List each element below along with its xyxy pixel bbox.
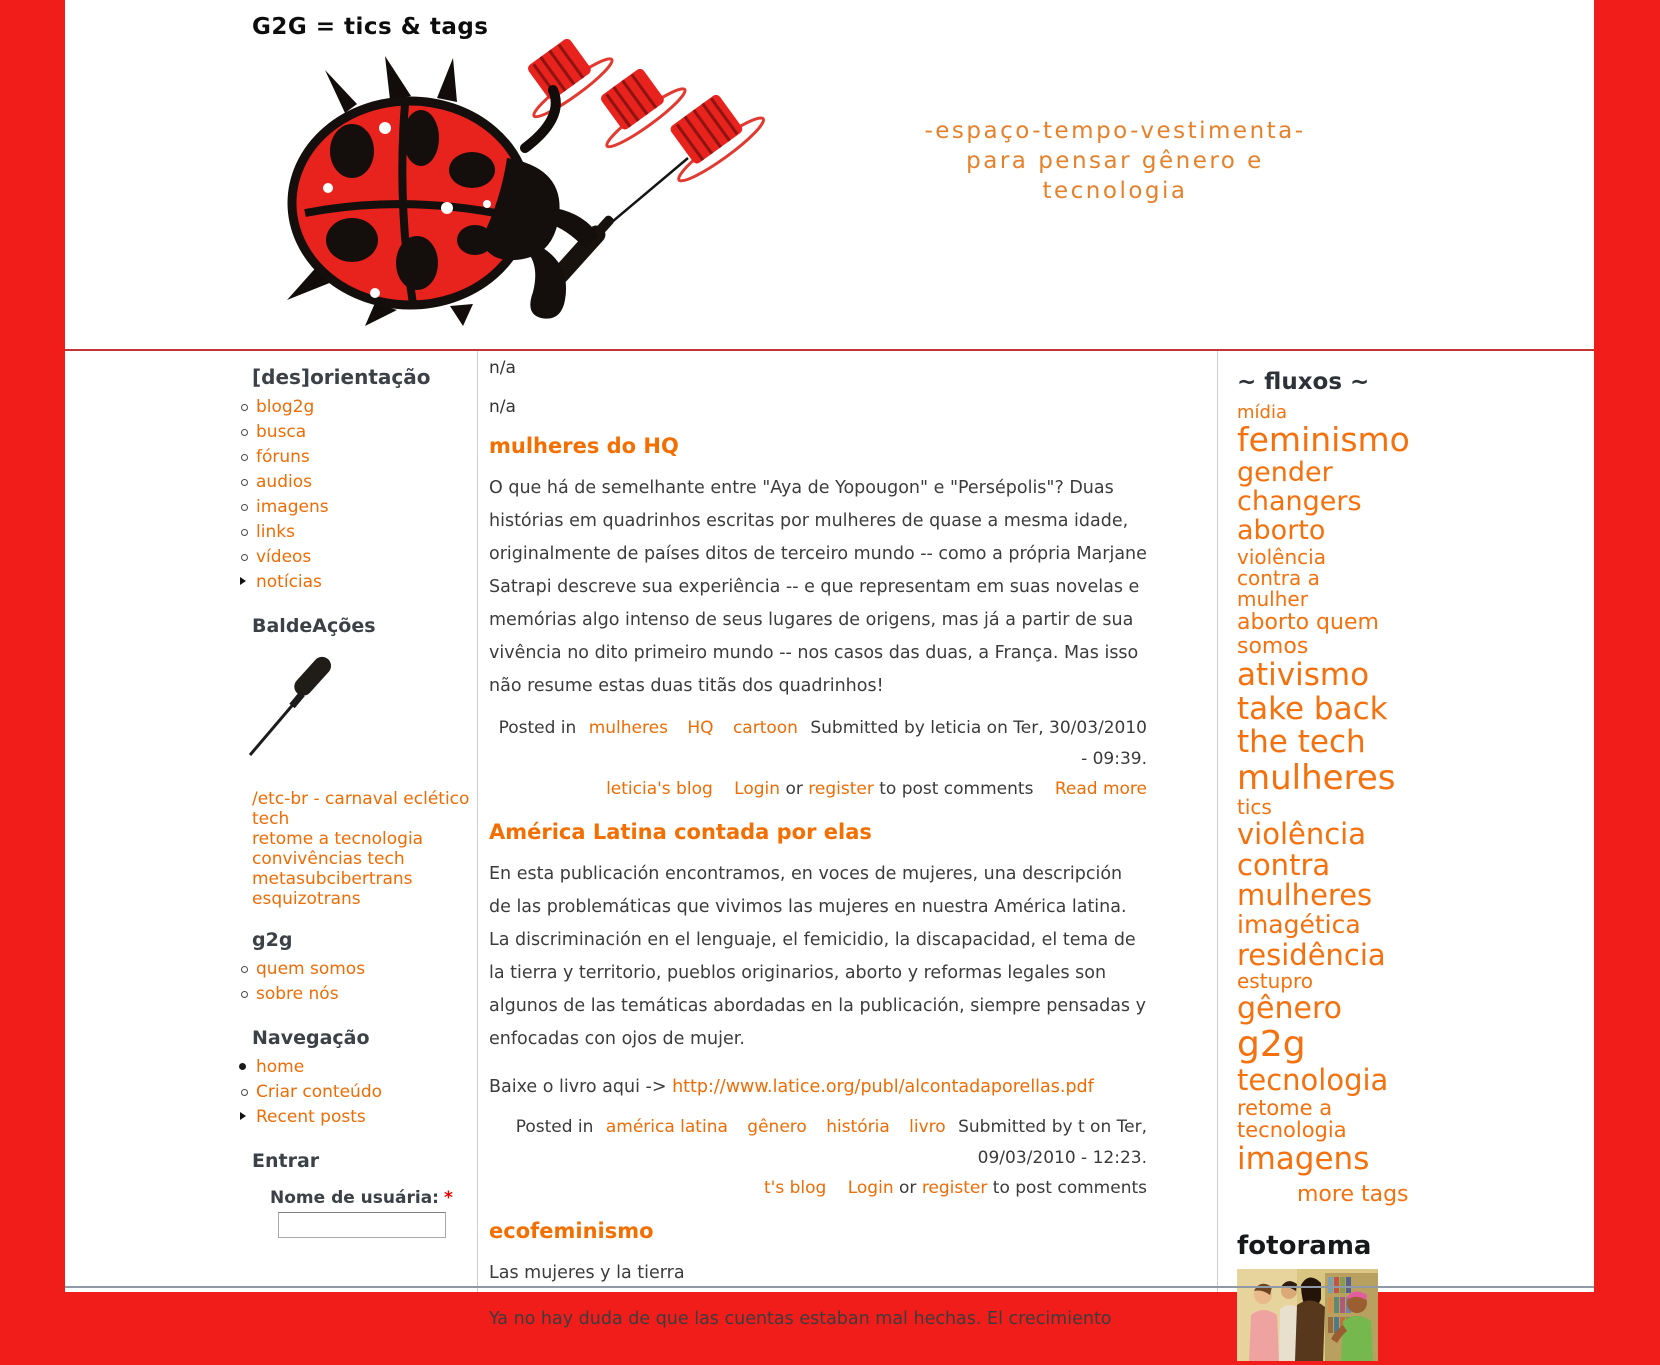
- term-link-hq[interactable]: HQ: [687, 718, 714, 738]
- blog-link[interactable]: t's blog: [764, 1178, 827, 1198]
- navegacao-menu: [252, 1055, 477, 1130]
- page-bottom-divider: [65, 1286, 1594, 1288]
- page-container: [65, 0, 1594, 1329]
- link-quem-somos[interactable]: quem somos: [256, 959, 366, 979]
- submitted-text: Submitted by leticia on Ter, 30/03/2010 - 09:39.: [810, 718, 1147, 769]
- login-link[interactable]: Login: [847, 1178, 894, 1198]
- tagline-line: para pensar gênero e: [966, 148, 1264, 174]
- fotorama-title: fotorama: [1237, 1230, 1372, 1261]
- screwdriver-image: [242, 651, 338, 763]
- tag-gender-changers[interactable]: gender changers: [1237, 457, 1362, 517]
- disc-bullet-icon: [239, 1063, 246, 1070]
- username-label-text: Nome de usuária:: [270, 1188, 439, 1208]
- or-text: or: [899, 1178, 917, 1198]
- menu-item-quem-somos: [252, 957, 477, 982]
- download-pdf-link[interactable]: http://www.latice.org/publ/alcontadaporellas.pdf: [672, 1077, 1094, 1097]
- link-esquizotrans[interactable]: esquizotrans: [252, 889, 361, 909]
- meta-line: n/a: [489, 358, 516, 378]
- post-comments-text: to post comments: [879, 779, 1034, 799]
- menu-item-busca: [252, 420, 477, 445]
- main-content: [477, 351, 1218, 1329]
- ladybug-body: [287, 56, 599, 326]
- menu-item-blog2g: [252, 395, 477, 420]
- link-noticias[interactable]: notícias: [256, 572, 322, 592]
- menu-item-recent-posts: [252, 1105, 477, 1130]
- more-tags-link[interactable]: more tags: [1297, 1181, 1409, 1207]
- tag-imagens[interactable]: imagens: [1237, 1140, 1370, 1177]
- desorientacao-menu: [252, 395, 477, 595]
- section-title-entrar: Entrar: [252, 1150, 320, 1172]
- term-link-mulheres[interactable]: mulheres: [588, 718, 668, 738]
- section-title-baldeacoes: BaldeAções: [252, 615, 376, 637]
- link-foruns[interactable]: fóruns: [256, 447, 310, 467]
- ring-bullet-icon: [241, 454, 248, 461]
- site-tagline: [865, 116, 1365, 206]
- post-body: En esta publicación encontramos, en voces de mujeres, una descripción de las problemáticas que vivimos las mujeres en nuestra América latina. La discriminación en el lenguaje, el femicidio, la discapacidad, el tema de la tierra y territorio, pueblos originarios, aborto y reformas legales son algunos de las temáticas abordadas en la publicación, siempre pensadas y enfocadas con ojos de mujer.: [489, 864, 1146, 1049]
- g2g-menu: [252, 957, 477, 1007]
- baldeacoes-links: [252, 789, 474, 909]
- term-link-america-latina[interactable]: américa latina: [605, 1117, 728, 1137]
- triangle-bullet-icon: [240, 1112, 246, 1120]
- ring-bullet-icon: [241, 991, 248, 998]
- site-title: G2G = tics & tags: [252, 14, 489, 40]
- ring-bullet-icon: [241, 429, 248, 436]
- tag-cloud: [1237, 403, 1437, 1176]
- tag-tics[interactable]: tics: [1237, 794, 1272, 819]
- tag-midia[interactable]: mídia: [1237, 402, 1287, 423]
- username-label: [270, 1188, 477, 1208]
- tag-violencia-contra-mulheres[interactable]: violência contra mulheres: [1237, 816, 1373, 913]
- tag-violencia-contra-a-mulher[interactable]: violência contra a mulher: [1237, 544, 1326, 612]
- tagline-line: -espaço-tempo-vestimenta-: [924, 118, 1306, 144]
- fluxos-title: ~ fluxos ~: [1237, 369, 1370, 395]
- term-link-genero[interactable]: gênero: [747, 1117, 807, 1137]
- link-busca[interactable]: busca: [256, 422, 307, 442]
- tag-aborto-quem-somos[interactable]: aborto quem somos: [1237, 610, 1379, 659]
- spool-icon: [508, 24, 616, 122]
- tag-ativismo[interactable]: ativismo: [1237, 657, 1370, 694]
- register-link[interactable]: register: [921, 1178, 988, 1198]
- post-title-link[interactable]: ecofeminismo: [489, 1219, 654, 1243]
- menu-item-criar-conteudo: [252, 1080, 477, 1105]
- ring-bullet-icon: [241, 504, 248, 511]
- download-prefix-text: Baixe o livro aqui ->: [489, 1077, 667, 1097]
- post-body: O que há de semelhante entre "Aya de Yopougon" e "Persépolis"? Duas histórias em quadrinhos escritas por mulheres de quase a mesma idade, originalmente de países ditos de terceiro mundo -- como a própria Marjane Satrapi descreve sua experiência -- e que representam em suas novelas e memórias algo intenso de seus lugares de origens, mas já a partir de sua vivência no dito primeiro mundo -- nos casos das duas, a França. Mas isso não resume estas duas titãs dos quadrinhos!: [489, 478, 1147, 696]
- fotorama-photo[interactable]: [1237, 1269, 1378, 1361]
- post-title-link[interactable]: mulheres do HQ: [489, 434, 679, 458]
- menu-item-foruns: [252, 445, 477, 470]
- link-criar-conteudo[interactable]: Criar conteúdo: [256, 1082, 383, 1102]
- menu-item-imagens: [252, 495, 477, 520]
- section-title-navegacao: Navegação: [252, 1027, 370, 1049]
- meta-line: n/a: [489, 397, 516, 417]
- link-sobre-nos[interactable]: sobre nós: [256, 984, 339, 1004]
- link-recent-posts[interactable]: Recent posts: [256, 1107, 366, 1127]
- link-imagens[interactable]: imagens: [256, 497, 329, 517]
- tag-genero[interactable]: gênero: [1237, 991, 1342, 1027]
- tag-estupro[interactable]: estupro: [1237, 969, 1313, 994]
- link-videos[interactable]: vídeos: [256, 547, 312, 567]
- post-submitted-line: [489, 1112, 1147, 1174]
- term-link-historia[interactable]: história: [826, 1117, 890, 1137]
- menu-item-noticias: [252, 570, 477, 595]
- term-link-livro[interactable]: livro: [909, 1117, 946, 1137]
- link-etc-br-carnaval[interactable]: /etc-br - carnaval eclético tech: [252, 789, 470, 829]
- submitted-text: Submitted by t on Ter, 09/03/2010 - 12:23.: [958, 1117, 1147, 1168]
- link-blog2g[interactable]: blog2g: [256, 397, 315, 417]
- menu-item-sobre-nos: [252, 982, 477, 1007]
- link-convivencias-tech[interactable]: convivências tech: [252, 849, 405, 869]
- login-link[interactable]: Login: [734, 779, 781, 799]
- ring-bullet-icon: [241, 529, 248, 536]
- required-marker: *: [443, 1188, 453, 1208]
- ring-bullet-icon: [241, 554, 248, 561]
- link-home[interactable]: home: [256, 1057, 305, 1077]
- tag-retome-a-tecnologia[interactable]: retome a tecnologia: [1237, 1096, 1347, 1143]
- right-sidebar: [1218, 351, 1594, 1292]
- menu-item-links: [252, 520, 477, 545]
- posted-in-label: Posted in: [498, 718, 577, 738]
- link-metasubcibertrans[interactable]: metasubcibertrans: [252, 869, 413, 889]
- section-title-g2g: g2g: [252, 929, 293, 951]
- ladybug-logo-image: [225, 18, 765, 328]
- section-title-desorientacao: [des]orientação: [252, 365, 431, 389]
- term-link-cartoon[interactable]: cartoon: [732, 718, 798, 738]
- link-audios[interactable]: audios: [256, 472, 312, 492]
- tag-tecnologia[interactable]: tecnologia: [1237, 1063, 1389, 1098]
- tag-feminismo[interactable]: feminismo: [1237, 420, 1410, 460]
- ring-bullet-icon: [241, 1089, 248, 1096]
- triangle-bullet-icon: [240, 577, 246, 585]
- blog-link[interactable]: leticia's blog: [606, 779, 713, 799]
- tagline-line: tecnologia: [1042, 178, 1188, 204]
- read-more-link[interactable]: Read more: [1054, 779, 1147, 799]
- username-input[interactable]: [278, 1212, 446, 1238]
- site-header: [65, 0, 1594, 351]
- tag-g2g[interactable]: g2g: [1237, 1024, 1306, 1066]
- post-comments-text: to post comments: [992, 1178, 1147, 1198]
- left-sidebar: [65, 351, 477, 1292]
- menu-item-videos: [252, 545, 477, 570]
- posted-in-label: Posted in: [515, 1117, 594, 1137]
- menu-item-audios: [252, 470, 477, 495]
- or-text: or: [785, 779, 803, 799]
- post-submitted-line: [489, 713, 1147, 775]
- ring-bullet-icon: [241, 479, 248, 486]
- download-line: [489, 1072, 1147, 1102]
- post-links-row: [489, 1174, 1147, 1203]
- tag-mulheres[interactable]: mulheres: [1237, 757, 1396, 798]
- link-retome-a-tecnologia[interactable]: retome a tecnologia: [252, 829, 424, 849]
- link-links[interactable]: links: [256, 522, 295, 542]
- register-link[interactable]: register: [808, 779, 874, 799]
- post-title-link[interactable]: América Latina contada por elas: [489, 820, 872, 844]
- ring-bullet-icon: [241, 966, 248, 973]
- post-body-line: Las mujeres y la tierra: [489, 1263, 685, 1283]
- tag-aborto[interactable]: aborto: [1237, 515, 1326, 547]
- post-body-line: Ya no hay duda de que las cuentas estaban mal hechas. El crecimiento: [489, 1309, 1112, 1329]
- ring-bullet-icon: [241, 404, 248, 411]
- tag-residencia[interactable]: residência: [1237, 937, 1386, 972]
- post-links-row: [489, 775, 1147, 804]
- menu-item-home: [252, 1055, 477, 1080]
- tag-imagetica[interactable]: imagética: [1237, 910, 1361, 940]
- tag-take-back-the-tech[interactable]: take back the tech: [1237, 690, 1388, 760]
